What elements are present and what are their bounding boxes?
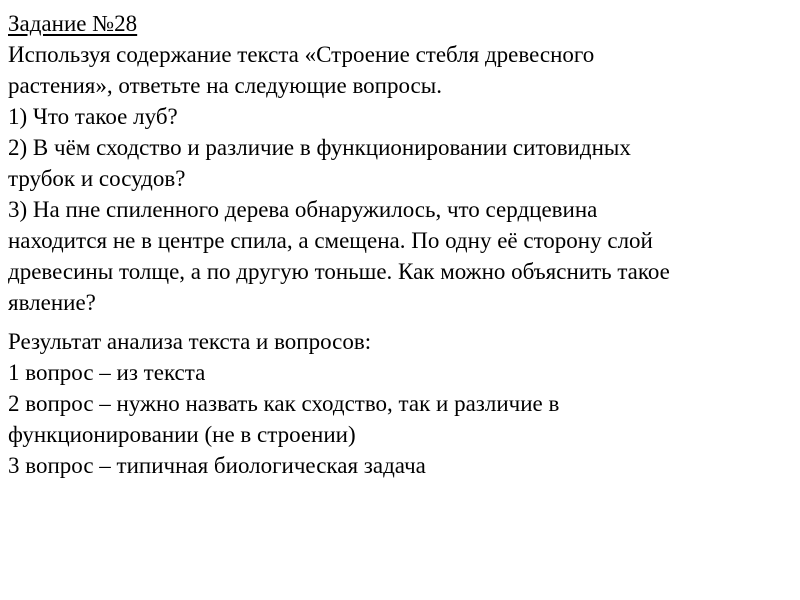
- analysis-line: 1 вопрос – из текста: [8, 360, 206, 385]
- task-block: [8, 8, 788, 318]
- analysis-line: функционировании (не в строении): [8, 422, 356, 447]
- task-line: Используя содержание текста «Строение стебля древесного: [8, 42, 595, 67]
- question-2-cont: трубок и сосудов?: [8, 166, 186, 191]
- task-line: растения», ответьте на следующие вопросы.: [8, 73, 442, 98]
- question-1: 1) Что такое луб?: [8, 104, 178, 129]
- question-3-cont: находится не в центре спила, а смещена. По одну её сторону слой: [8, 228, 653, 253]
- section-gap: [8, 318, 788, 326]
- analysis-heading: Результат анализа текста и вопросов:: [8, 329, 372, 354]
- question-3-cont: явление?: [8, 290, 96, 315]
- analysis-line: 2 вопрос – нужно назвать как сходство, так и различие в: [8, 391, 560, 416]
- question-3-cont: древесины толще, а по другую тоньше. Как можно объяснить такое: [8, 259, 670, 284]
- analysis-line: 3 вопрос – типичная биологическая задача: [8, 453, 426, 478]
- task-title: Задание №28: [8, 11, 138, 36]
- question-3: 3) На пне спиленного дерева обнаружилось, что сердцевина: [8, 197, 598, 222]
- analysis-block: [8, 326, 788, 481]
- question-2: 2) В чём сходство и различие в функционировании ситовидных: [8, 135, 631, 160]
